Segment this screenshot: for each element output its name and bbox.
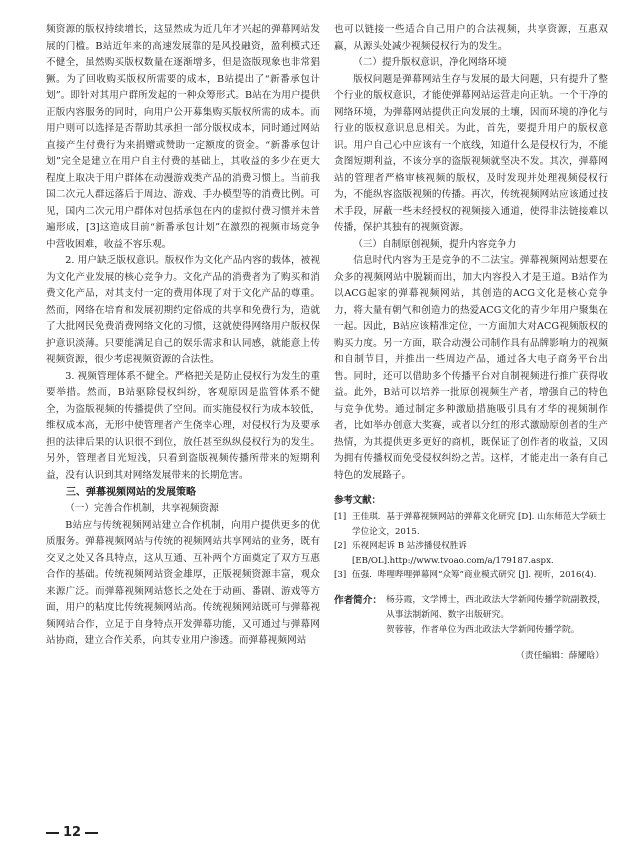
subsection-heading: （一）完善合作机制，共享视频资源 — [65, 503, 219, 514]
page-number — [46, 825, 98, 840]
paragraph: 版权问题是弹幕网站生存与发展的最大问题，只有提升了整个行业的版权意识，才能使弹幕网站运营走向正轨。一个干净的网络环境，为弹幕网站提供正向发展的土壤，因而环境的净化与行业的版权意识息息相关。为此，首先，要提升用户的版权意识。用户自己心中应该有一个底线，知道什么是侵权行为，不能贪图短期利益，不该分享的盗版视频就坚决不发。其次，弹幕网站的管理者严格审核视频的版权，及时发现并处理视频侵权行为，不能纵容盗版视频的传播。再次，传统视频网站应该通过技术手段，屏蔽一些未经授权的视频接入通道，使得非法链接难以传播，保护其独有的视频资源。 — [334, 73, 608, 233]
references-title: 参考文献： — [334, 495, 381, 506]
right-column — [334, 22, 608, 661]
page-number-dash — [85, 832, 98, 834]
section-heading: 三、弹幕视频网站的发展策略 — [66, 487, 196, 498]
paragraph: 也可以链接一些适合自己用户的合法视频，共享资源，互惠双赢，从源头处减少视频侵权行为的发生。 — [334, 24, 608, 52]
reference-text: 王佳琪．基于弹幕视频网站的弹幕文化研究 [D]. 山东师范大学硕士学位论文，2015. — [352, 512, 606, 537]
reference-item — [334, 510, 608, 539]
left-column — [46, 22, 320, 650]
reference-number: [2] — [334, 541, 347, 551]
subsection-heading: （二）提升版权意识，净化网络环境 — [353, 57, 507, 68]
author-bio-line: 贺蓉蓉，作者单位为西北政法大学新闻传播学院。 — [386, 624, 580, 635]
reference-number: [1] — [334, 512, 347, 522]
reference-number: [3] — [334, 570, 347, 580]
reference-text: 乐视网起诉 B 站涉播侵权胜诉 [EB/OL].http://www.tvoao.com/a/179187.aspx. — [352, 541, 554, 566]
references-list — [334, 510, 608, 583]
paragraph: 2. 用户缺乏版权意识。版权作为文化产品内容的载体，被视为文化产业发展的核心竞争力。文化产品的消费者为了购买和消费文化产品，对其支付一定的费用体现了对于文化产品的尊重。然而，网络在培育和发展初期约定俗成的共享和免费行为，造就了大批网民免费消费网络文化的习惯，这就使得网络用户版权保护意识淡薄。只要能满足自己的娱乐需求和认同感，就能意上传视频资源，很少考虑视频资源的合法性。 — [46, 255, 320, 365]
reference-text: 伍强．哔哩哔哩弹幕网“众筹”商业模式研究 [J]. 视听，2016(4). — [352, 570, 597, 580]
reference-item — [334, 568, 608, 583]
paragraph: 3. 视频管理体系不健全。严格把关是防止侵权行为发生的重要举措。然而，B站驱除侵权纠纷，客观原因是监管体系不健全，为盗版视频的传播提供了空间。而实施侵权行为成本较低，维权成本高，无形中使管理者产生侥幸心理，对侵权行为及要承担的法律后果的认识很不到位，放任甚至纵纵侵权行为的发生。另外，管理者目光短浅，只看到盗版视频传播所带来的短期利益，没有认识到其对网络发展带来的长期危害。 — [46, 370, 320, 481]
page-number-value: 12 — [63, 825, 82, 840]
responsible-editor: （责任编辑：薛耀晗） — [516, 650, 604, 661]
reference-item — [334, 539, 608, 568]
author-bio-text — [386, 593, 608, 638]
author-bio-label: 作者简介： — [334, 594, 382, 606]
author-bio — [334, 593, 608, 638]
paragraph: 信息时代内容为王是竞争的不二法宝。弹幕视频网站想要在众多的视频网站中脱颖而出，加大内容投入才是王道。B站作为以ACG起家的弹幕视频网站，其创造的ACG文化是核心竞争力，将大量有朝气和创造力的热爱ACG文化的青少年用户聚集在一起。因此，B站应该精准定位，一方面加大对ACG视频版权的购买力度。另一方面，联合动漫公司制作具有品牌影响力的视频和自制节目，并推出一些周边产品，通过各大电子商务平台出售。同时，还可以借助多个传播平台对自制视频进行推广获得收益。此外，B站可以培养一批原创视频生产者，增强自己的特色与竞争优势。通过制定多种激励措施吸引具有才华的视频制作者，比如举办创意大奖赛，或者以分红的形式激励原创者的生产热情，为其提供更多更好的商机，既保证了创作者的收益，又因为拥有传播权而免受侵权纠纷之苦。这样，才能走出一条有自己特色的发展路子。 — [334, 255, 608, 481]
page-number-dash — [46, 832, 59, 834]
author-bio-line: 杨芬霞，文学博士，西北政法大学新闻传播学院副教授，从事法制新闻、数字出版研究。 — [386, 594, 606, 620]
subsection-heading: （三）自制原创视频，提升内容竞争力 — [353, 238, 517, 250]
paragraph: B站应与传统视频网站建立合作机制，向用户提供更多的优质服务。弹幕视频网站与传统的视频网站共享网站的业务，既有交叉之处又各具特点，这从互通、互补两个方面奠定了双方互惠合作的基础。传统视频网站资金雄厚，正版视频资源丰富，观众来源广泛。而弹幕视频网站悠长之处在于动画、番剧、游戏等方面，用户的粘度比传统视频网站高。传统视频网站既可与弹幕视频网站合作，立足于自身特点开发弹幕功能，又可通过与弹幕网站协商，建立合作关系，向其专业用户渗透。而弹幕视频网站 — [46, 519, 320, 646]
paragraph: 频资源的版权持续增长，这显然成为近几年才兴起的弹幕网站发展的门槛。B站近年来的高速发展靠的是风投融资，盈利模式还不健全，虽然购买版权数量在逐渐增多，但是盗版现象也非常猖獗。为了回收购买版权所需要的成本，B站提出了“新番承包计划”。即针对其用户群所发起的一种众筹形式。B站在为用户提供正版内容服务的同时，向用户公开募集购买版权所需的成本。而用户则可以选择是否帮助其承担一部分版权成本，同时通过网站直接产生付费行为来捐赠或赞助一定额度的资金。“新番承包计划”完全是建立在用户自主付费的基础上，其收益的多少在更大程度上取决于用户群体在动漫游戏类产品的消费习惯上。当前我国二次元人群远落后于周边、游戏、手办模型等的消费比例。可见，国内二次元用户群体对包括承包在内的虚拟付费习惯并未普遍形成，[3]这造成目前“新番承包计划”在激烈的视频市场竞争中营收困难，收益不容乐观。 — [46, 24, 320, 250]
